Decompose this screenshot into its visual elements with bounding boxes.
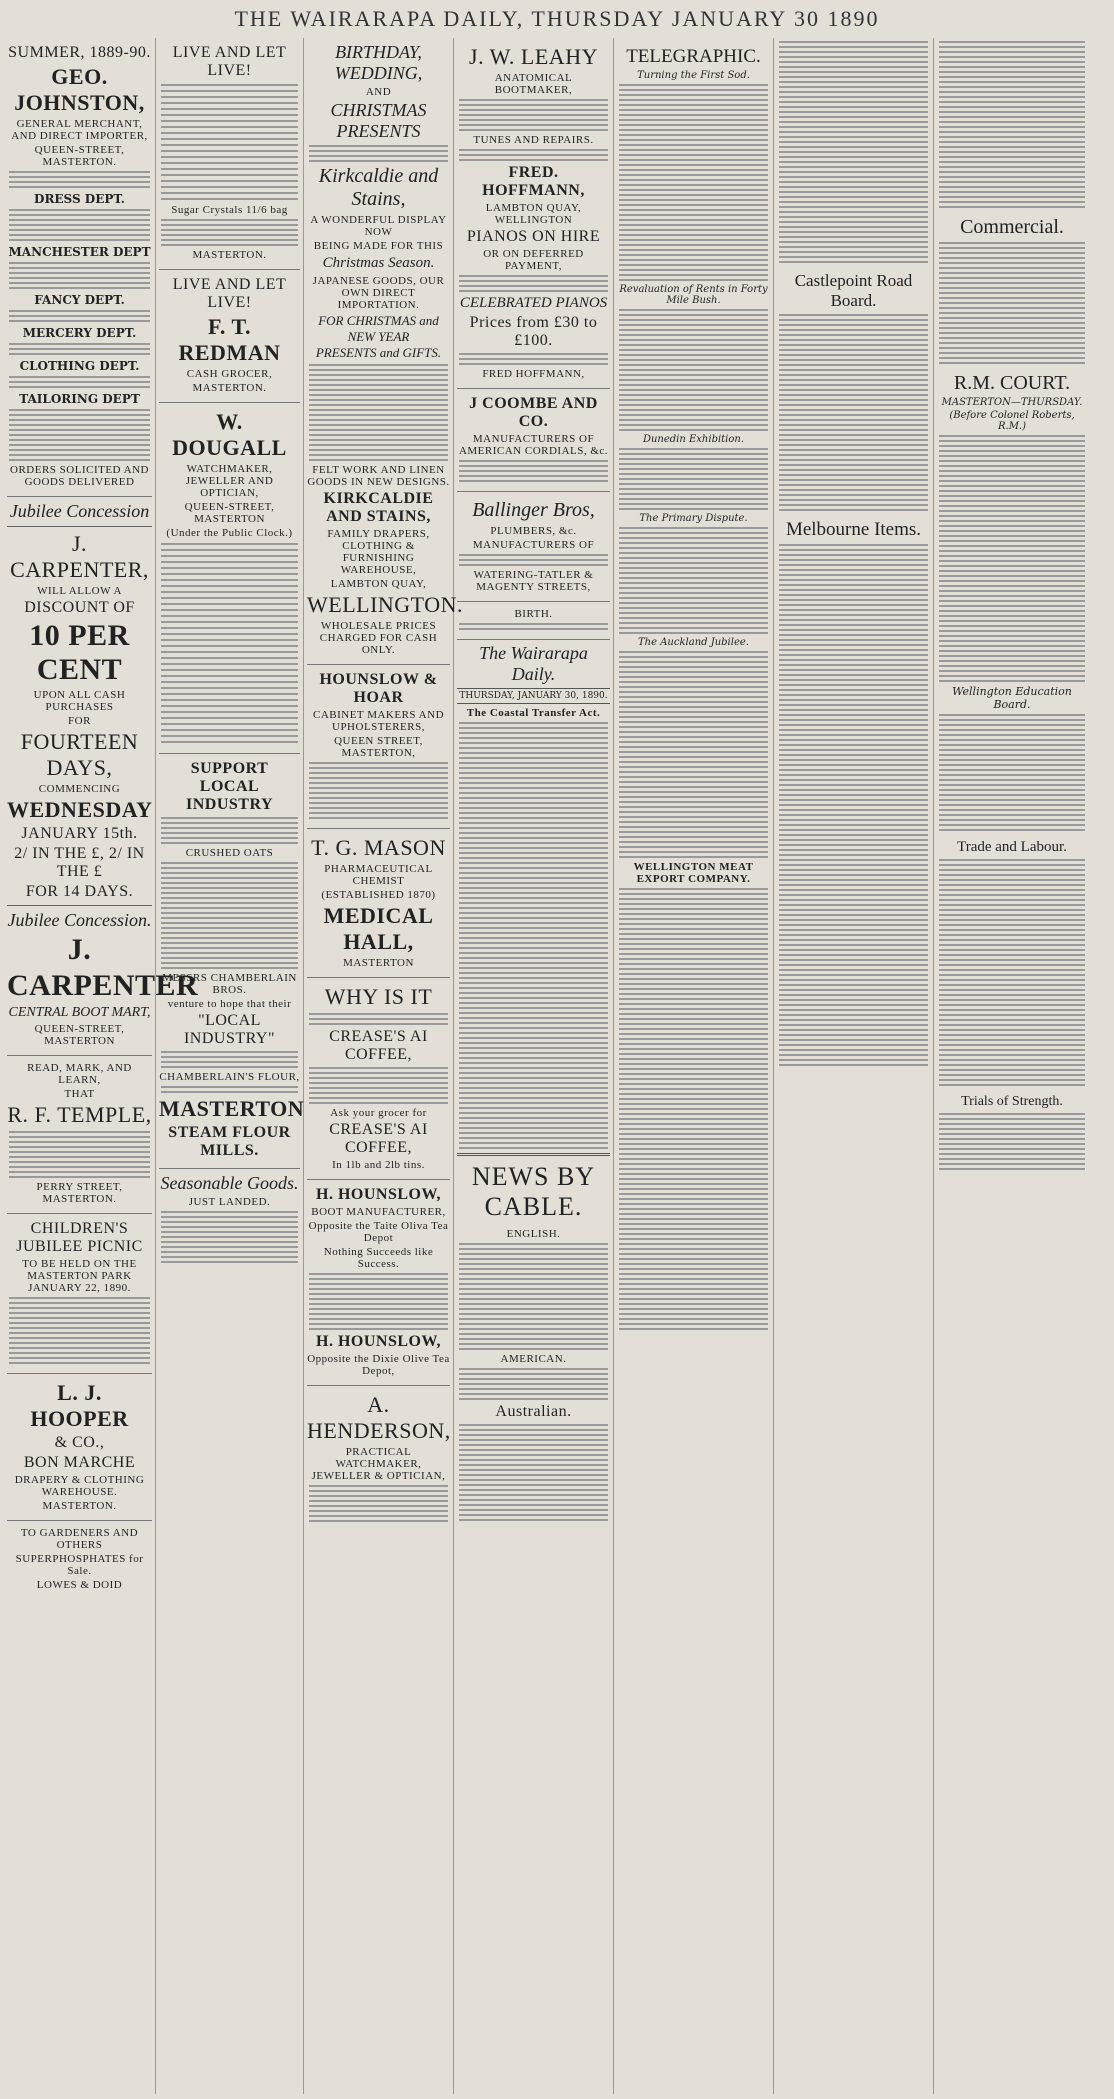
central-boot-mart: CENTRAL BOOT MART, bbox=[8, 1005, 151, 1020]
mason-ad bbox=[307, 829, 450, 978]
henderson-name: A. HENDERSON, bbox=[307, 1392, 451, 1443]
rm-court-day: MASTERTON—THURSDAY. bbox=[941, 397, 1083, 408]
mason-masterton: MASTERTON bbox=[343, 957, 414, 969]
boot-mart-place: QUEEN-STREET, MASTERTON bbox=[34, 1023, 125, 1047]
johnston-trade: GENERAL MERCHANT, AND DIRECT IMPORTER, bbox=[11, 118, 148, 142]
temple-name: R. F. TEMPLE, bbox=[7, 1102, 152, 1127]
carpenter-initial: J. bbox=[67, 933, 92, 966]
christmas-season: Christmas Season. bbox=[322, 255, 435, 271]
johnston-name: GEO. JOHNSTON, bbox=[14, 64, 145, 115]
redman-ad bbox=[159, 270, 300, 403]
english-heading: ENGLISH. bbox=[506, 1228, 561, 1240]
japanese-goods: JAPANESE GOODS, OUR OWN DIRECT IMPORTATION. bbox=[312, 275, 445, 311]
henderson-trade: PRACTICAL WATCHMAKER, JEWELLER & OPTICIAN, bbox=[311, 1446, 446, 1482]
coombe-ad bbox=[457, 389, 610, 492]
hounslow-boot-ad bbox=[307, 1180, 450, 1386]
redman-name: F. T. REDMAN bbox=[178, 314, 281, 365]
discount-of: DISCOUNT OF bbox=[24, 599, 135, 616]
for-14-days: FOR 14 DAYS. bbox=[25, 883, 134, 900]
local-industry-quote: "LOCAL INDUSTRY" bbox=[183, 1012, 276, 1047]
revaluation-rents: Revaluation of Rents in Forty Mile Bush. bbox=[619, 284, 768, 306]
mason-name: T. G. MASON bbox=[311, 835, 446, 860]
news-by-cable: NEWS BY CABLE. bbox=[471, 1162, 596, 1221]
hoffmann-name-2: FRED HOFFMANN, bbox=[482, 368, 585, 380]
hounslow-hoar: HOUNSLOW & HOAR bbox=[319, 671, 438, 706]
hounslow-name-2: H. HOUNSLOW, bbox=[316, 1333, 441, 1350]
tins-label: In 1lb and 2lb tins. bbox=[332, 1159, 425, 1171]
live-let-live-1: LIVE AND LET LIVE! bbox=[172, 44, 287, 79]
watering-streets: WATERING-TATLER & MAGENTY STREETS, bbox=[473, 569, 594, 593]
birth-heading: BIRTH. bbox=[514, 608, 553, 620]
just-landed: JUST LANDED. bbox=[188, 1196, 271, 1208]
dougall-ad bbox=[159, 403, 300, 754]
mason-est: (ESTABLISHED 1870) bbox=[321, 889, 436, 901]
manufacturers-of: MANUFACTURERS OF bbox=[472, 539, 595, 551]
local-industry-ad bbox=[159, 754, 305, 1169]
leahy-name: J. W. LEAHY bbox=[469, 44, 598, 69]
childrens-picnic: CHILDREN'S JUBILEE PICNIC bbox=[16, 1220, 143, 1255]
live-masterton: MASTERTON. bbox=[192, 249, 267, 261]
masthead: THE WAIRARAPA DAILY, THURSDAY JANUARY 30 1890 bbox=[234, 6, 880, 31]
hooper-masterton: MASTERTON. bbox=[42, 1500, 117, 1512]
ballinger-ad bbox=[457, 492, 610, 602]
turning-sod: Turning the First Sod. bbox=[637, 70, 750, 81]
hooper-name: L. J. HOOPER bbox=[30, 1380, 129, 1431]
carpenter-concession-ad bbox=[7, 497, 199, 1056]
christmas-presents: CHRISTMAS PRESENTS bbox=[330, 100, 427, 141]
wellington-meat-export: WELLINGTON MEAT EXPORT COMPANY. bbox=[633, 861, 754, 885]
orders-footer: ORDERS SOLICITED AND GOODS DELIVERED bbox=[10, 464, 149, 488]
crease-coffee-ad bbox=[307, 978, 450, 1180]
kirkcaldie-stains: Kirkcaldie and Stains, bbox=[318, 165, 439, 210]
australian-heading: Australian. bbox=[495, 1403, 572, 1420]
column-5 bbox=[614, 38, 774, 2094]
commercial-heading: Commercial. bbox=[960, 216, 1064, 238]
mills-masterton: MASTERTON bbox=[159, 1096, 305, 1121]
hounslow-opposite-2: Opposite the Dixie Olive Tea Depot, bbox=[307, 1353, 450, 1377]
piano-prices: Prices from £30 to £100. bbox=[469, 314, 598, 349]
editorial bbox=[457, 643, 610, 1521]
melbourne-items: Melbourne Items. bbox=[785, 519, 922, 540]
boot-manufacturer: BOOT MANUFACTURER, bbox=[311, 1206, 446, 1218]
ballinger-bros: Ballinger Bros, bbox=[472, 499, 595, 521]
auckland-jubilee: The Auckland Jubilee. bbox=[638, 637, 749, 648]
bon-marche: BON MARCHE bbox=[23, 1454, 136, 1471]
column-4 bbox=[454, 38, 614, 2094]
picnic-ad bbox=[7, 1214, 152, 1374]
tunes-repairs: TUNES AND REPAIRS. bbox=[473, 134, 594, 146]
deferred-payment: OR ON DEFERRED PAYMENT, bbox=[483, 248, 584, 272]
that-label: THAT bbox=[64, 1088, 95, 1100]
read-mark-learn: READ, MARK, AND LEARN, bbox=[27, 1062, 132, 1086]
birth-notice bbox=[457, 602, 610, 640]
johnston-ad bbox=[7, 38, 152, 497]
dougall-name: W. DOUGALL bbox=[172, 409, 287, 460]
crease-coffee-1: CREASE'S AI COFFEE, bbox=[329, 1028, 428, 1063]
jubilee-concession-2: Jubilee Concession. bbox=[7, 910, 152, 930]
wednesday-label: WEDNESDAY bbox=[7, 797, 153, 822]
coastal-act-heading: The Coastal Transfer Act. bbox=[466, 707, 601, 719]
chamberlain-bros: MESSRS CHAMBERLAIN BROS. bbox=[162, 972, 297, 996]
column-7 bbox=[934, 38, 1090, 2094]
tailoring-dept: TAILORING DEPT bbox=[19, 392, 140, 406]
hh-queen: QUEEN STREET, MASTERTON, bbox=[334, 735, 423, 759]
price-line: Sugar Crystals 11/6 bag bbox=[171, 204, 288, 216]
jubilee-concession-1: Jubilee Concession bbox=[9, 501, 150, 521]
kirkcaldie-ad bbox=[307, 38, 463, 665]
live-let-live-2: LIVE AND LET LIVE! bbox=[172, 276, 287, 311]
being-made: BEING MADE FOR THIS bbox=[313, 240, 444, 252]
redman-masterton: MASTERTON. bbox=[192, 382, 267, 394]
crushed-oats: CRUSHED OATS bbox=[185, 847, 274, 859]
lowes-doid: LOWES & DOID bbox=[36, 1579, 123, 1591]
season-heading: SUMMER, 1889-90. bbox=[8, 44, 151, 61]
coombe-name: J COOMBE AND CO. bbox=[469, 395, 598, 430]
temple-ad bbox=[7, 1056, 152, 1214]
kirkcaldie-stains-2: KIRKCALDIE AND STAINS, bbox=[323, 490, 434, 525]
chamberlain-flour: CHAMBERLAIN'S FLOUR, bbox=[159, 1071, 300, 1083]
trade-labour: Trade and Labour. bbox=[957, 839, 1067, 855]
ask-grocer: Ask your grocer for bbox=[330, 1107, 427, 1119]
support-local-industry: SUPPORT LOCAL INDUSTRY bbox=[185, 760, 273, 813]
gardeners-ad bbox=[7, 1521, 152, 1599]
fourteen-days: FOURTEEN DAYS, bbox=[20, 729, 139, 780]
ten-per-cent: 10 PER CENT bbox=[29, 619, 130, 686]
hounslow-hoar-ad bbox=[307, 665, 450, 829]
birthday-wedding: BIRTHDAY, WEDDING, bbox=[334, 42, 423, 83]
seasonable-goods: Seasonable Goods. bbox=[160, 1173, 299, 1193]
dougall-trade: WATCHMAKER, JEWELLER AND OPTICIAN, bbox=[185, 463, 274, 499]
rm-court: R.M. COURT. bbox=[953, 372, 1071, 394]
steam-flour-mills: STEAM FLOUR MILLS. bbox=[168, 1124, 291, 1159]
to-gardeners: TO GARDENERS AND OTHERS bbox=[20, 1527, 139, 1551]
column-2 bbox=[156, 38, 304, 2094]
lambton-quay: LAMBTON QUAY, bbox=[330, 578, 427, 590]
nothing-succeeds: Nothing Succeeds like Success. bbox=[323, 1246, 434, 1270]
carpenter-name: J. CARPENTER, bbox=[10, 531, 149, 582]
trials-of-strength: Trials of Strength. bbox=[961, 1094, 1063, 1109]
plumbers: PLUMBERS, &c. bbox=[490, 525, 577, 537]
commencing-label: COMMENCING bbox=[38, 783, 121, 795]
dougall-under: (Under the Public Clock.) bbox=[166, 527, 293, 539]
wairarapa-daily-title: The Wairarapa Daily. bbox=[479, 643, 588, 684]
january-15: JANUARY 15th. bbox=[21, 825, 138, 842]
live-let-live-ad-1 bbox=[159, 38, 300, 270]
fancy-dept: FANCY DEPT. bbox=[34, 293, 125, 307]
and-label: AND bbox=[365, 86, 392, 98]
castlepoint-board: Castlepoint Road Board. bbox=[794, 271, 913, 310]
education-board: Wellington Education Board. bbox=[952, 685, 1072, 711]
perry-street: PERRY STREET, MASTERTON. bbox=[36, 1181, 123, 1205]
editorial-date: THURSDAY, JANUARY 30, 1890. bbox=[457, 688, 610, 704]
column-6 bbox=[774, 38, 934, 2094]
venture-text: venture to hope that their bbox=[167, 998, 292, 1010]
clothing-dept: CLOTHING DEPT. bbox=[19, 359, 140, 373]
upon-cash: UPON ALL CASH PURCHASES bbox=[33, 689, 126, 713]
pianos-on-hire: PIANOS ON HIRE bbox=[466, 228, 601, 245]
columns bbox=[4, 38, 1110, 2094]
why-is-it: WHY IS IT bbox=[324, 984, 433, 1009]
picnic-date: TO BE HELD ON THE MASTERTON PARK JANUARY 22, 1890. bbox=[22, 1258, 137, 1294]
hoffmann-lambton: LAMBTON QUAY, WELLINGTON bbox=[485, 202, 582, 226]
hooper-co: & CO., bbox=[54, 1434, 105, 1451]
rm-before: (Before Colonel Roberts, R.M.) bbox=[949, 410, 1075, 432]
hoffmann-name: FRED. HOFFMANN, bbox=[482, 164, 585, 199]
mercery-dept: MERCERY DEPT. bbox=[22, 326, 137, 340]
will-allow: WILL ALLOW A bbox=[37, 585, 122, 597]
crease-coffee-2: CREASE'S AI COFFEE, bbox=[329, 1121, 428, 1156]
wholesale-prices: WHOLESALE PRICES CHARGED FOR CASH ONLY. bbox=[319, 620, 438, 656]
wonderful-display: A WONDERFUL DISPLAY NOW bbox=[310, 214, 447, 238]
hounslow-opposite: Opposite the Taite Oliva Tea Depot bbox=[308, 1220, 449, 1244]
seasonable-goods-ad bbox=[159, 1169, 300, 1272]
henderson-ad bbox=[307, 1386, 450, 1531]
anatomical-bootmaker: ANATOMICAL BOOTMAKER, bbox=[494, 72, 573, 96]
presents-gifts: PRESENTS and GIFTS. bbox=[315, 345, 442, 360]
drapery-warehouse: DRAPERY & CLOTHING WAREHOUSE. bbox=[14, 1474, 145, 1498]
dougall-queen: QUEEN-STREET, MASTERTON bbox=[184, 501, 275, 525]
primary-dispute: The Primary Dispute. bbox=[639, 513, 748, 524]
mason-chemist: PHARMACEUTICAL CHEMIST bbox=[324, 863, 433, 887]
celebrated-pianos: CELEBRATED PIANOS bbox=[459, 295, 608, 311]
dress-dept: DRESS DEPT. bbox=[34, 192, 125, 206]
superphosphates: SUPERPHOSPHATES for Sale. bbox=[15, 1553, 144, 1577]
leahy-ad bbox=[457, 38, 610, 389]
hh-trade: CABINET MAKERS AND UPHOLSTERERS, bbox=[312, 709, 445, 733]
american-heading: AMERICAN. bbox=[500, 1353, 567, 1365]
two-in-pound: 2/ IN THE £, 2/ IN THE £ bbox=[14, 845, 145, 880]
dunedin-exhibition: Dunedin Exhibition. bbox=[642, 434, 745, 445]
johnston-place: QUEEN-STREET, MASTERTON. bbox=[34, 144, 125, 168]
telegraphic-heading: TELEGRAPHIC. bbox=[626, 46, 761, 67]
hooper-ad bbox=[7, 1374, 152, 1521]
for-label: FOR bbox=[68, 715, 91, 727]
column-1 bbox=[4, 38, 199, 2094]
cash-grocer: CASH GROCER, bbox=[186, 368, 273, 380]
hounslow-name: H. HOUNSLOW, bbox=[316, 1186, 441, 1203]
wellington-label: WELLINGTON. bbox=[307, 592, 463, 617]
column-3 bbox=[304, 38, 463, 2094]
medical-hall: MEDICAL HALL, bbox=[323, 903, 434, 954]
coombe-trade: MANUFACTURERS OF AMERICAN CORDIALS, &c. bbox=[458, 433, 609, 457]
carpenter-name-2: CARPENTER bbox=[7, 969, 199, 1002]
manchester-dept: MANCHESTER DEPT bbox=[8, 245, 151, 259]
felt-work: FELT WORK AND LINEN GOODS IN NEW DESIGNS. bbox=[307, 464, 450, 488]
for-xmas-new-year: FOR CHRISTMAS and NEW YEAR bbox=[318, 313, 439, 344]
family-drapers: FAMILY DRAPERS, CLOTHING & FURNISHING WAREHOUSE, bbox=[327, 528, 430, 576]
